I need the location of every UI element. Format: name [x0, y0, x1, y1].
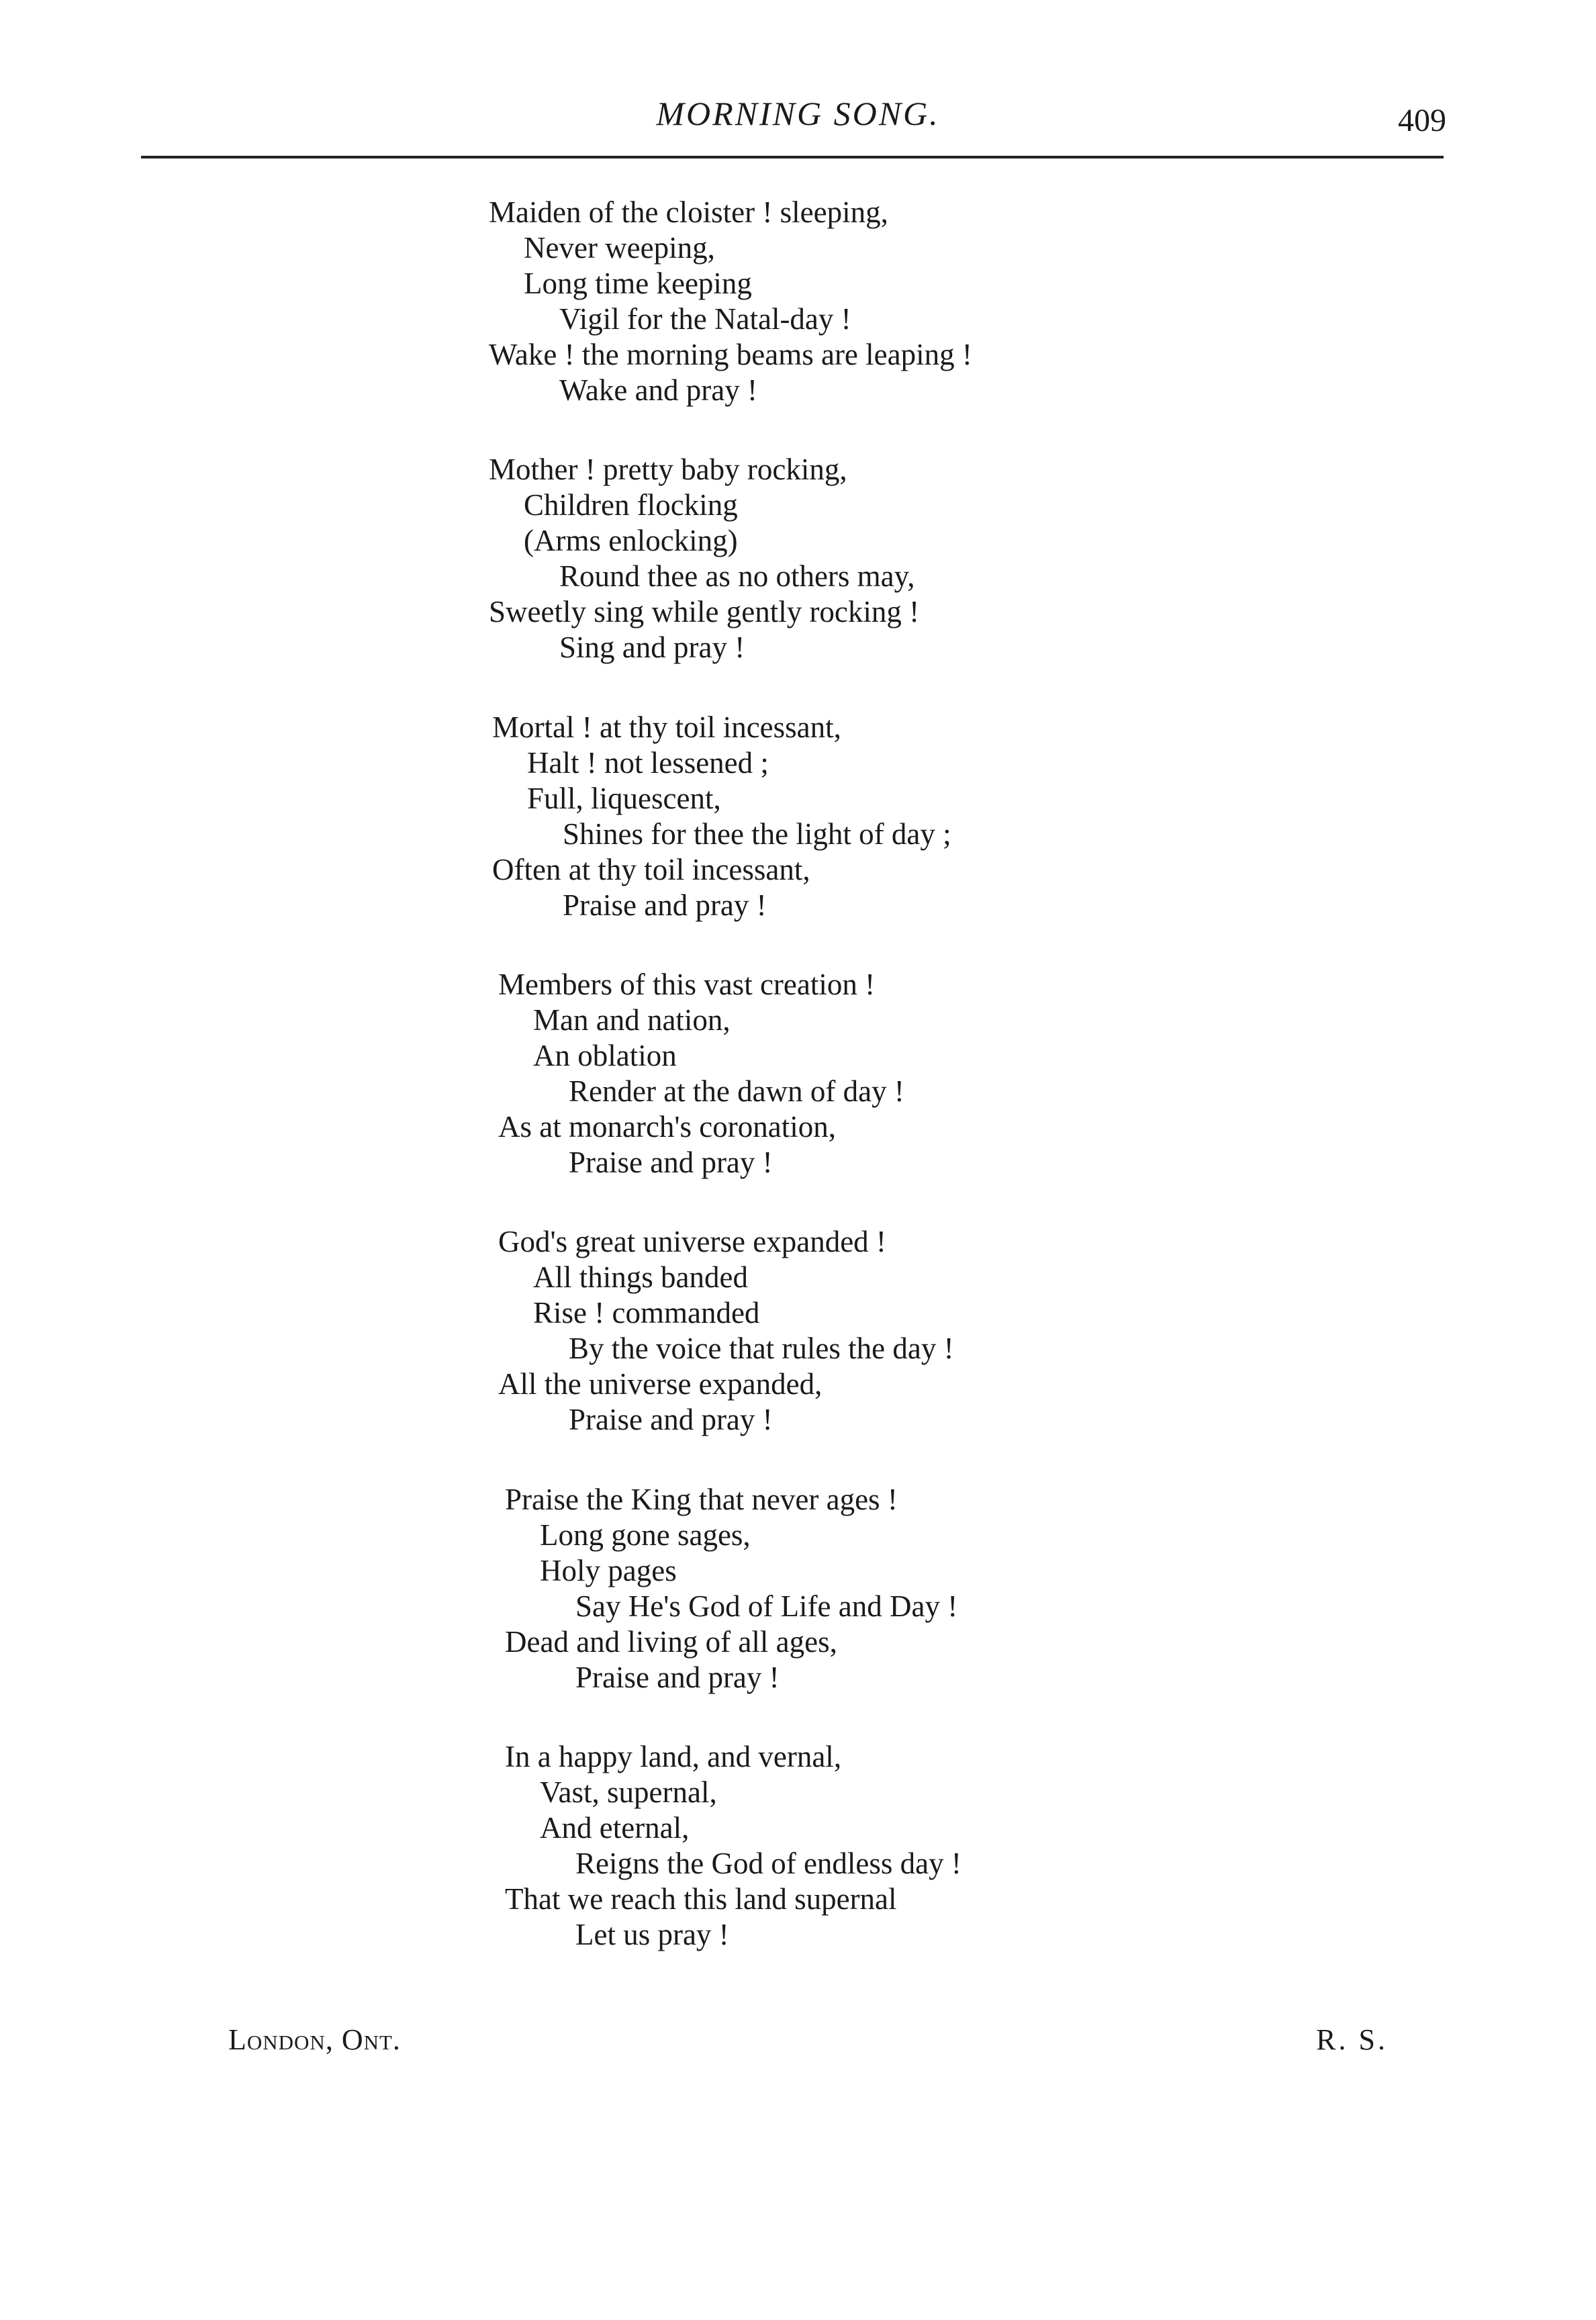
poem-line: As at monarch's coronation, — [498, 1110, 836, 1144]
poem-line: Holy pages — [540, 1554, 677, 1587]
stanza-4 — [498, 967, 904, 1180]
poem-line: All the universe expanded, — [498, 1367, 823, 1401]
poem-line: Man and nation, — [533, 1003, 731, 1037]
poem-line: Members of this vast creation ! — [498, 968, 876, 1001]
author-initials: R. S. — [1316, 2023, 1388, 2056]
poem-line: Sing and pray ! — [559, 631, 745, 664]
poem-line: Praise and pray ! — [569, 1403, 773, 1436]
stanza-2 — [489, 452, 919, 665]
poem-line: Wake ! the morning beams are leaping ! — [489, 338, 972, 371]
poem-line: Long gone sages, — [540, 1518, 751, 1552]
poem-line: Mother ! pretty baby rocking, — [489, 453, 847, 486]
poem-line: Say He's God of Life and Day ! — [575, 1589, 958, 1623]
poem-line: Vast, supernal, — [540, 1775, 717, 1809]
poem-line: Shines for thee the light of day ; — [563, 817, 951, 851]
poem-line: Wake and pray ! — [559, 373, 757, 407]
poem-line: Mortal ! at thy toil incessant, — [492, 710, 841, 744]
poem-line: Praise and pray ! — [575, 1661, 780, 1694]
poem-line: Never weeping, — [524, 231, 715, 265]
stanza-6 — [505, 1482, 957, 1696]
poem-line: Praise and pray ! — [569, 1146, 773, 1179]
poem-line: Long time keeping — [524, 267, 752, 300]
poem-line: Sweetly sing while gently rocking ! — [489, 595, 920, 629]
poem-line: That we reach this land supernal — [505, 1882, 897, 1916]
page-number: 409 — [1398, 103, 1446, 138]
poem-line: Children flocking — [524, 488, 738, 522]
poem-line: Let us pray ! — [575, 1918, 729, 1951]
poem-line: Halt ! not lessened ; — [527, 746, 769, 780]
poem-line: And eternal, — [540, 1811, 690, 1845]
poem-line: Praise and pray ! — [563, 888, 767, 922]
poem-line: By the voice that rules the day ! — [569, 1332, 954, 1365]
poem-line: (Arms enlocking) — [524, 524, 738, 557]
poem-line: In a happy land, and vernal, — [505, 1740, 842, 1773]
running-title: MORNING SONG. — [656, 95, 940, 132]
poem-line: Full, liquescent, — [527, 782, 721, 815]
stanza-5 — [498, 1224, 954, 1438]
poem-line: Render at the dawn of day ! — [569, 1074, 904, 1108]
stanza-1 — [489, 195, 972, 408]
poem-line: Round thee as no others may, — [559, 559, 915, 593]
header-rule — [141, 156, 1444, 158]
stanza-7 — [505, 1739, 961, 1953]
poem-line: Reigns the God of endless day ! — [575, 1847, 961, 1880]
stanza-3 — [492, 710, 951, 923]
poem-line: Vigil for the Natal-day ! — [559, 302, 851, 336]
poem-line: Often at thy toil incessant, — [492, 853, 810, 886]
poem-line: Maiden of the cloister ! sleeping, — [489, 195, 888, 229]
poem-line: Rise ! commanded — [533, 1296, 760, 1330]
poem-line: An oblation — [533, 1039, 677, 1072]
poem-line: God's great universe expanded ! — [498, 1225, 886, 1258]
poem-line: Dead and living of all ages, — [505, 1625, 837, 1659]
poem-line: Praise the King that never ages ! — [505, 1483, 898, 1516]
place-of-writing: London, Ont. — [228, 2023, 401, 2056]
poem-line: All things banded — [533, 1260, 748, 1294]
